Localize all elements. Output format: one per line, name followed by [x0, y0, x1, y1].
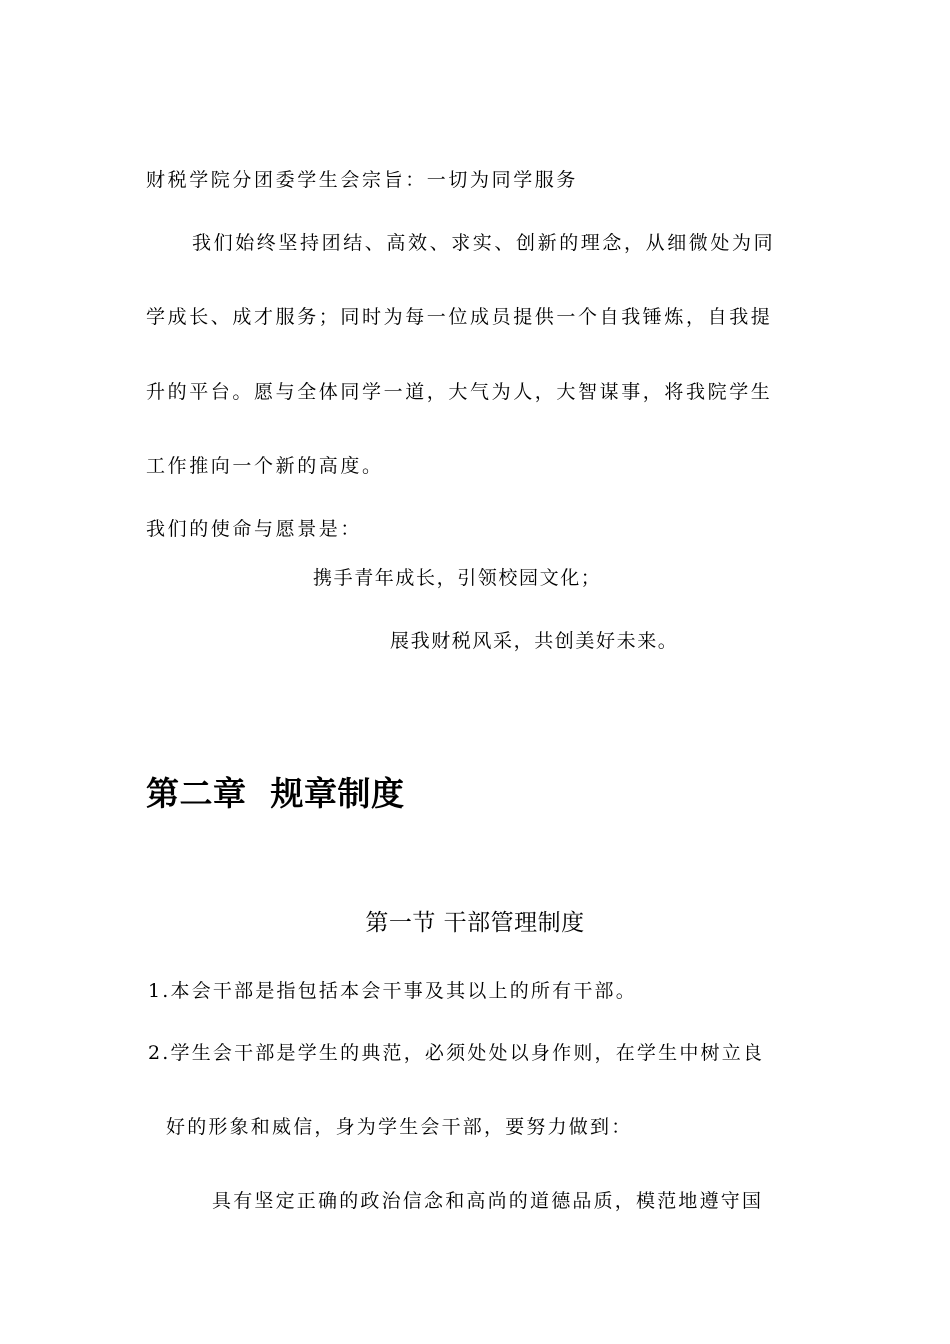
mission-line-2: 展我财税风采，共创美好未来。	[390, 630, 679, 652]
intro-line-4: 工作推向一个新的高度。	[146, 455, 384, 477]
intro-line-3: 升的平台。愿与全体同学一道，大气为人，大智谋事，将我院学生	[146, 381, 773, 403]
mission-line-1: 携手青年成长，引领校园文化；	[313, 567, 602, 589]
intro-line-1: 我们始终坚持团结、高效、求实、创新的理念，从细微处为同	[192, 232, 776, 254]
motto-line: 财税学院分团委学生会宗旨：一切为同学服务	[146, 169, 579, 191]
rule-item-2: 2.学生会干部是学生的典范，必须处处以身作则，在学生中树立良	[148, 1042, 765, 1064]
chapter-title: 第二章 规章制度	[146, 774, 405, 813]
section-title: 第一节 干部管理制度	[365, 910, 585, 936]
mission-label: 我们的使命与愿景是：	[146, 518, 363, 540]
rule-item-1: 1.本会干部是指包括本会干事及其以上的所有干部。	[148, 980, 637, 1002]
rule-item-3: 具有坚定正确的政治信念和高尚的道德品质，模范地遵守国	[212, 1190, 764, 1212]
intro-line-2: 学成长、成才服务；同时为每一位成员提供一个自我锤炼，自我提	[146, 306, 773, 328]
rule-item-2-continued: 好的形象和威信，身为学生会干部，要努力做到：	[166, 1116, 633, 1138]
